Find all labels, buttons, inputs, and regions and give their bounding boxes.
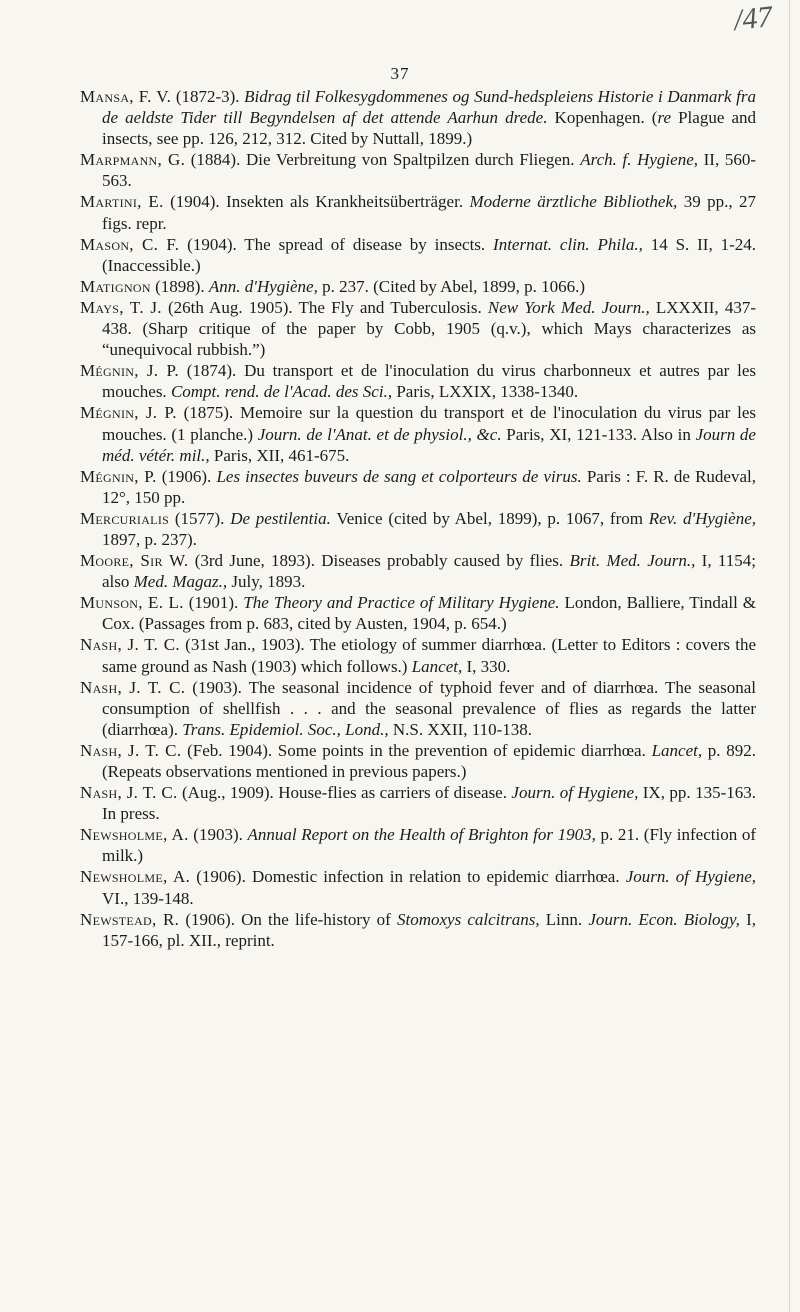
reference-entry	[80, 782, 756, 824]
reference-title-italic: Les insectes buveurs de sang et colporteurs de virus.	[216, 466, 582, 486]
reference-text: (1906).	[156, 466, 217, 486]
reference-list	[80, 86, 756, 951]
reference-author: Matignon	[80, 276, 151, 296]
reference-text: (3rd June, 1893). Diseases probably caused by flies.	[188, 551, 570, 571]
reference-title-italic: Journ. de l'Anat. et de physiol., &c.	[257, 424, 502, 444]
page-edge	[789, 0, 790, 1312]
reference-entry	[80, 909, 756, 951]
reference-text: I, 1154; also	[102, 551, 756, 592]
reference-title-italic: The Theory and Practice of Military Hygiene.	[243, 593, 560, 613]
reference-author: Mercurialis	[80, 508, 170, 528]
reference-author: Nash, J. T. C.	[80, 677, 186, 697]
reference-text: 14 S. II, 1-24. (Inaccessible.)	[102, 234, 756, 275]
reference-text: (1904). Insekten als Krankheitsüberträger.	[163, 192, 470, 212]
reference-entry	[80, 360, 756, 402]
reference-author: Mégnin, P.	[80, 466, 157, 486]
reference-entry	[80, 677, 756, 740]
reference-text: (1577).	[169, 508, 231, 528]
reference-entry	[80, 149, 756, 191]
reference-text: (1898).	[150, 276, 209, 296]
reference-title-italic: Lancet,	[411, 656, 463, 676]
reference-text: London, Balliere, Tindall & Cox. (Passages from p. 683, cited by Austen, 1904, p. 654.)	[102, 593, 756, 634]
reference-text: Paris, LXXIX, 1338-1340.	[392, 382, 579, 402]
reference-entry	[80, 86, 756, 149]
reference-text: (1904). The spread of disease by insects.	[179, 234, 494, 254]
reference-title-italic: Ann. d'Hygiène,	[208, 276, 318, 296]
reference-author: Nash, J. T. C.	[80, 740, 182, 760]
reference-text: (1903). The seasonal incidence of typhoid fever and of diarrhœa. The seasonal consumption of shellfish . . . and the seasonal prevalence of flies as regards the latter (diarrhœa).	[102, 677, 756, 739]
reference-text: Kopenhagen. (	[547, 108, 658, 128]
reference-text: Paris, XI, 121-133. Also in	[501, 424, 696, 444]
reference-author: Mégnin, J. P.	[80, 361, 179, 381]
reference-text: II, 560-563.	[102, 150, 756, 191]
reference-text: 1897, p. 237).	[102, 529, 197, 549]
reference-text: (31st Jan., 1903). The etiology of summer diarrhœa. (Letter to Editors : covers the same ground as Nash (1903) which follows.)	[102, 635, 757, 676]
reference-title-italic: Med. Magaz.,	[133, 572, 228, 592]
reference-author: Mason, C. F.	[80, 234, 180, 254]
reference-title-italic: Trans. Epidemiol. Soc., Lond.,	[182, 719, 389, 739]
reference-text: I, 330.	[462, 656, 511, 676]
reference-entry	[80, 402, 756, 465]
reference-title-italic: Journ de méd. vétér. mil.,	[102, 424, 756, 465]
reference-text: LXXXII, 437-438. (Sharp critique of the paper by Cobb, 1905 (q.v.), which Mays characterizes as “unequivocal rubbish.”)	[102, 297, 756, 360]
reference-entry	[80, 191, 756, 233]
reference-entry	[80, 466, 756, 508]
reference-title-italic: Journ. of Hygiene,	[511, 783, 639, 803]
reference-title-italic: De pestilentia.	[230, 508, 331, 528]
reference-text: Plague and insects, see pp. 126, 212, 312. Cited by Nuttall, 1899.)	[102, 108, 756, 149]
reference-title-italic: Rev. d'Hygiène,	[648, 508, 756, 528]
reference-text: VI., 139-148.	[102, 888, 194, 908]
reference-author: Nash, J. T. C.	[80, 783, 178, 803]
reference-author: Mansa, F. V.	[80, 87, 172, 106]
reference-author: Munson, E. L.	[80, 593, 184, 613]
handwritten-page-mark: /47	[731, 0, 774, 37]
reference-entry	[80, 234, 756, 276]
reference-author: Nash, J. T. C.	[80, 635, 180, 655]
reference-entry	[80, 634, 756, 676]
reference-text: (1906). Domestic infection in relation to epidemic diarrhœa.	[190, 867, 626, 887]
reference-text: IX, pp. 135-163. In press.	[102, 783, 756, 824]
reference-entry	[80, 550, 756, 592]
reference-title-italic: re	[657, 108, 671, 128]
reference-text: Paris : F. R. de Rudeval, 12°, 150 pp.	[102, 466, 756, 507]
reference-text: (1875). Memoire sur la question du transport et de l'inoculation du virus par les mouches. (1 planche.)	[102, 403, 756, 444]
reference-entry	[80, 276, 756, 297]
reference-title-italic: Annual Report on the Health of Brighton for 1903,	[247, 825, 596, 845]
reference-author: Mégnin, J. P.	[80, 403, 177, 423]
reference-text: p. 237. (Cited by Abel, 1899, p. 1066.)	[317, 276, 586, 296]
reference-title-italic: Journ. of Hygiene,	[625, 867, 756, 887]
reference-text: (1884). Die Verbreitung von Spaltpilzen durch Fliegen.	[185, 150, 581, 170]
reference-text: N.S. XXII, 110-138.	[388, 719, 533, 739]
reference-text: p. 892. (Repeats observations mentioned in previous papers.)	[102, 740, 757, 781]
reference-text: (Aug., 1909). House-flies as carriers of disease.	[177, 783, 512, 803]
reference-author: Moore, Sir W.	[80, 551, 189, 571]
reference-text: p. 21. (Fly infection of milk.)	[102, 825, 757, 866]
reference-author: Marpmann, G.	[80, 150, 186, 170]
reference-text: Linn.	[539, 909, 589, 929]
reference-title-italic: Moderne ärztliche Bibliothek,	[469, 192, 678, 212]
reference-text: I, 157-166, pl. XII., reprint.	[102, 909, 756, 950]
reference-title-italic: New York Med. Journ.,	[487, 297, 650, 317]
reference-text: (1906). On the life-history of	[179, 909, 397, 929]
reference-text: July, 1893.	[227, 572, 306, 592]
reference-entry	[80, 866, 756, 908]
reference-text: (26th Aug. 1905). The Fly and Tuberculosis.	[161, 297, 488, 317]
reference-text: Venice (cited by Abel, 1899), p. 1067, from	[330, 508, 649, 528]
reference-text: (1903).	[188, 825, 248, 845]
reference-entry	[80, 297, 756, 360]
reference-text: 39 pp., 27 figs. repr.	[102, 192, 756, 233]
reference-title-italic: Internat. clin. Phila.,	[493, 234, 643, 254]
reference-entry	[80, 508, 756, 550]
reference-entry	[80, 824, 756, 866]
reference-text: (1872-3).	[171, 87, 245, 106]
reference-title-italic: Arch. f. Hygiene,	[580, 150, 698, 170]
reference-author: Mays, T. J.	[80, 297, 162, 317]
reference-title-italic: Lancet,	[651, 740, 703, 760]
reference-entry	[80, 740, 756, 782]
reference-entry	[80, 592, 756, 634]
reference-title-italic: Stomoxys calcitrans,	[397, 909, 540, 929]
reference-title-italic: Brit. Med. Journ.,	[569, 551, 696, 571]
reference-author: Newstead, R.	[80, 909, 180, 929]
reference-title-italic: Compt. rend. de l'Acad. des Sci.,	[170, 382, 393, 402]
reference-author: Newsholme, A.	[80, 825, 189, 845]
reference-title-italic: Bidrag til Folkesygdommenes og Sund-hedspleiens Historie i Danmark fra de aeldste Tider till Begyndelsen af det attende Aarhun drede.	[102, 87, 756, 128]
reference-text: Paris, XII, 461-675.	[209, 445, 350, 465]
reference-text: (1874). Du transport et de l'inoculation du virus charbonneux et autres par les mouches.	[102, 361, 756, 402]
page-number: 37	[390, 64, 410, 83]
reference-text: (1901).	[183, 593, 244, 613]
reference-title-italic: Journ. Econ. Biology,	[588, 909, 740, 929]
reference-text: (Feb. 1904). Some points in the prevention of epidemic diarrhœa.	[181, 740, 652, 760]
reference-author: Newsholme, A.	[80, 867, 191, 887]
reference-author: Martini, E.	[80, 192, 164, 212]
